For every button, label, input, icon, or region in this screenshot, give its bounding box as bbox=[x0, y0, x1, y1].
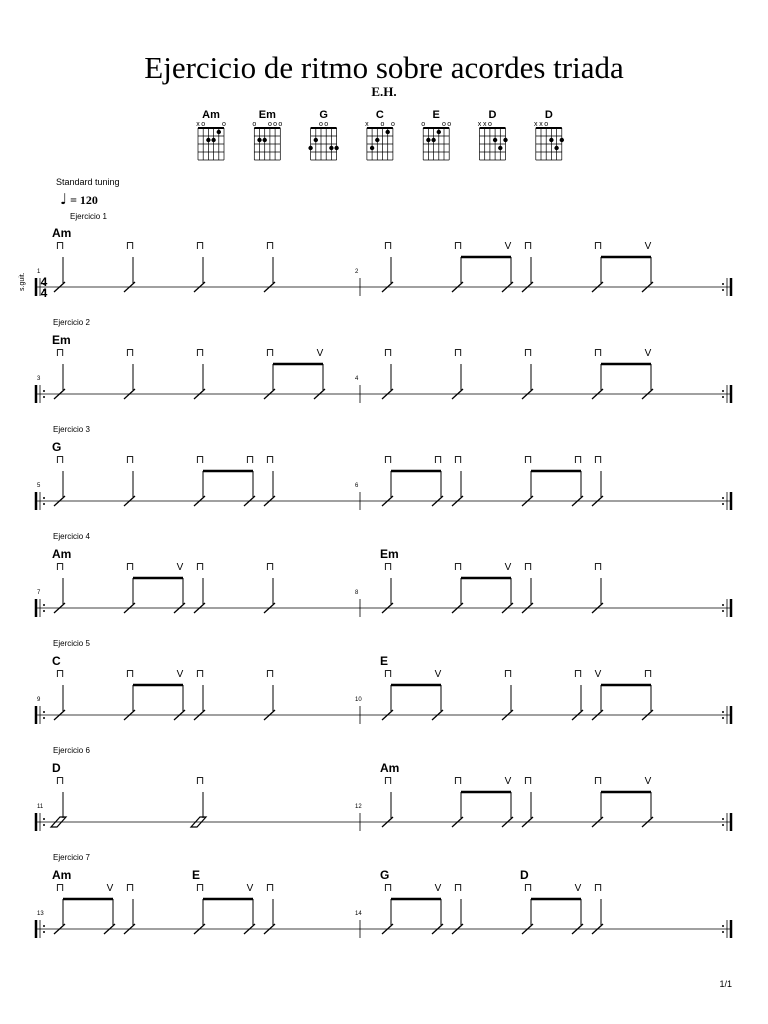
chord-name: C bbox=[52, 654, 61, 668]
quarter-note-icon: ♩ bbox=[60, 190, 68, 208]
downstroke-icon: ⊓ bbox=[523, 882, 533, 894]
downstroke-icon: ⊓ bbox=[643, 668, 653, 680]
downstroke-icon: ⊓ bbox=[523, 240, 533, 252]
measure-number: 4 bbox=[355, 376, 359, 382]
staff-system bbox=[36, 532, 731, 617]
measure-number: 5 bbox=[37, 483, 41, 489]
downstroke-icon: ⊓ bbox=[453, 240, 463, 252]
measure-number: 3 bbox=[37, 376, 41, 382]
repeat-dot bbox=[722, 396, 724, 398]
chord-string-marker: o bbox=[390, 121, 395, 128]
upstroke-icon: V bbox=[434, 883, 442, 894]
chord-diagram-name: C bbox=[375, 109, 384, 121]
downstroke-icon: ⊓ bbox=[453, 775, 463, 787]
staff-system bbox=[19, 212, 731, 300]
tempo-value: = 120 bbox=[70, 193, 98, 207]
repeat-dot bbox=[43, 717, 45, 719]
repeat-dot bbox=[722, 717, 724, 719]
exercise-label: Ejercicio 7 bbox=[53, 853, 90, 862]
downstroke-icon: ⊓ bbox=[195, 240, 205, 252]
chord-diagram-name: G bbox=[319, 109, 328, 121]
exercise-label: Ejercicio 4 bbox=[53, 532, 90, 541]
repeat-dot bbox=[43, 610, 45, 612]
repeat-dot bbox=[722, 289, 724, 291]
exercise-label: Ejercicio 3 bbox=[53, 425, 90, 434]
upstroke-icon: V bbox=[504, 562, 512, 573]
downstroke-icon: ⊓ bbox=[265, 454, 275, 466]
downstroke-icon: ⊓ bbox=[265, 668, 275, 680]
downstroke-icon: ⊓ bbox=[195, 775, 205, 787]
repeat-dot bbox=[722, 503, 724, 505]
chord-string-marker: x bbox=[365, 121, 369, 128]
downstroke-icon: ⊓ bbox=[55, 454, 65, 466]
measure-number: 7 bbox=[37, 590, 41, 596]
chord-string-marker: x bbox=[477, 121, 482, 128]
staff-system bbox=[36, 853, 731, 938]
upstroke-icon: V bbox=[176, 562, 184, 573]
downstroke-icon: ⊓ bbox=[383, 561, 393, 573]
staff-system bbox=[36, 425, 731, 510]
staff-system bbox=[36, 746, 731, 831]
measure-number: 12 bbox=[355, 804, 362, 810]
chord-diagram-name: E bbox=[432, 109, 440, 121]
chord-name: Am bbox=[52, 547, 72, 561]
downstroke-icon: ⊓ bbox=[453, 561, 463, 573]
chord-string-marker: o bbox=[421, 121, 426, 128]
chord-name: E bbox=[192, 868, 201, 882]
downstroke-icon: ⊓ bbox=[453, 882, 463, 894]
downstroke-icon: ⊓ bbox=[383, 347, 393, 359]
upstroke-icon: V bbox=[504, 241, 512, 252]
chord-name: D bbox=[52, 761, 61, 775]
repeat-dot bbox=[43, 503, 45, 505]
score-author: E.H. bbox=[371, 84, 397, 99]
chord-string-marker: o bbox=[447, 121, 452, 128]
tuning-label: Standard tuning bbox=[56, 177, 120, 187]
chord-name: D bbox=[520, 868, 529, 882]
instrument-label: s.guit. bbox=[19, 272, 26, 291]
downstroke-icon: ⊓ bbox=[383, 775, 393, 787]
downstroke-icon: ⊓ bbox=[593, 240, 603, 252]
downstroke-icon: ⊓ bbox=[55, 668, 65, 680]
upstroke-icon: V bbox=[434, 669, 442, 680]
chord-string-marker: x bbox=[534, 121, 538, 128]
repeat-dot bbox=[43, 497, 45, 499]
chord-string-marker: x bbox=[196, 121, 200, 128]
downstroke-icon: ⊓ bbox=[383, 454, 393, 466]
repeat-dot bbox=[722, 283, 724, 285]
repeat-dot bbox=[722, 711, 724, 713]
exercise-label: Ejercicio 6 bbox=[53, 746, 90, 755]
upstroke-icon: V bbox=[316, 348, 324, 359]
chord-string-marker: o bbox=[380, 121, 385, 128]
chord-string-marker: o bbox=[252, 121, 257, 128]
downstroke-icon: ⊓ bbox=[453, 347, 463, 359]
upstroke-icon: V bbox=[574, 883, 582, 894]
downstroke-icon: ⊓ bbox=[55, 882, 65, 894]
downstroke-icon: ⊓ bbox=[125, 454, 135, 466]
downstroke-icon: ⊓ bbox=[383, 882, 393, 894]
repeat-dot bbox=[722, 610, 724, 612]
downstroke-icon: ⊓ bbox=[195, 347, 205, 359]
repeat-dot bbox=[722, 818, 724, 820]
upstroke-icon: V bbox=[644, 348, 652, 359]
repeat-dot bbox=[43, 711, 45, 713]
chord-diagram-name: D bbox=[488, 109, 497, 121]
downstroke-icon: ⊓ bbox=[125, 240, 135, 252]
downstroke-icon: ⊓ bbox=[195, 668, 205, 680]
chord-string-marker: o bbox=[442, 121, 446, 128]
downstroke-icon: ⊓ bbox=[55, 775, 65, 787]
measure-number: 6 bbox=[355, 483, 359, 489]
downstroke-icon: ⊓ bbox=[383, 240, 393, 252]
repeat-dot bbox=[722, 824, 724, 826]
downstroke-icon: ⊓ bbox=[523, 454, 533, 466]
chord-name: Em bbox=[52, 333, 71, 347]
measure-number: 14 bbox=[355, 911, 362, 917]
chord-string-marker: o bbox=[278, 121, 283, 128]
downstroke-icon: ⊓ bbox=[125, 668, 135, 680]
time-signature-numerator: 4 bbox=[40, 275, 48, 289]
repeat-dot bbox=[722, 925, 724, 927]
downstroke-icon: ⊓ bbox=[265, 240, 275, 252]
upstroke-icon: V bbox=[594, 669, 602, 680]
repeat-dot bbox=[43, 604, 45, 606]
downstroke-icon: ⊓ bbox=[383, 668, 393, 680]
measure-number: 13 bbox=[37, 911, 44, 917]
downstroke-icon: ⊓ bbox=[195, 561, 205, 573]
downstroke-icon: ⊓ bbox=[265, 882, 275, 894]
downstroke-icon: ⊓ bbox=[523, 775, 533, 787]
measure-number: 9 bbox=[37, 697, 41, 703]
repeat-dot bbox=[43, 396, 45, 398]
exercise-label: Ejercicio 5 bbox=[53, 639, 90, 648]
staff-system bbox=[36, 318, 731, 403]
chord-string-marker: x bbox=[482, 121, 487, 128]
chord-diagram-name: D bbox=[544, 109, 553, 121]
downstroke-icon: ⊓ bbox=[573, 454, 583, 466]
chord-diagram-name: Em bbox=[258, 109, 276, 121]
downstroke-icon: ⊓ bbox=[195, 882, 205, 894]
chord-name: Em bbox=[380, 547, 399, 561]
measure-number: 1 bbox=[37, 269, 41, 275]
upstroke-icon: V bbox=[644, 241, 652, 252]
downstroke-icon: ⊓ bbox=[125, 561, 135, 573]
chord-string-marker: o bbox=[267, 121, 272, 128]
chord-string-marker: o bbox=[324, 121, 329, 128]
repeat-dot bbox=[43, 824, 45, 826]
measure-number: 11 bbox=[37, 804, 44, 810]
downstroke-icon: ⊓ bbox=[265, 561, 275, 573]
chord-string-marker: o bbox=[487, 121, 492, 128]
chord-string-marker: o bbox=[319, 121, 323, 128]
repeat-dot bbox=[722, 390, 724, 392]
time-signature-denominator: 4 bbox=[40, 286, 48, 300]
downstroke-icon: ⊓ bbox=[125, 882, 135, 894]
chord-string-marker: o bbox=[201, 121, 206, 128]
repeat-dot bbox=[43, 925, 45, 927]
repeat-dot bbox=[722, 931, 724, 933]
downstroke-icon: ⊓ bbox=[523, 347, 533, 359]
downstroke-icon: ⊓ bbox=[593, 882, 603, 894]
score-title: Ejercicio de ritmo sobre acordes triada bbox=[144, 50, 624, 85]
chord-name: Am bbox=[52, 868, 72, 882]
chord-string-marker: o bbox=[544, 121, 549, 128]
measure-number: 2 bbox=[355, 269, 359, 275]
chord-diagram-name: Am bbox=[202, 109, 220, 121]
chord-string-marker: o bbox=[222, 121, 226, 128]
downstroke-icon: ⊓ bbox=[593, 561, 603, 573]
chord-string-marker: o bbox=[273, 121, 278, 128]
downstroke-icon: ⊓ bbox=[125, 347, 135, 359]
repeat-dot bbox=[43, 818, 45, 820]
upstroke-icon: V bbox=[246, 883, 254, 894]
downstroke-icon: ⊓ bbox=[593, 454, 603, 466]
exercise-label: Ejercicio 1 bbox=[70, 212, 107, 221]
downstroke-icon: ⊓ bbox=[593, 775, 603, 787]
downstroke-icon: ⊓ bbox=[523, 561, 533, 573]
downstroke-icon: ⊓ bbox=[55, 347, 65, 359]
upstroke-icon: V bbox=[644, 776, 652, 787]
downstroke-icon: ⊓ bbox=[195, 454, 205, 466]
downstroke-icon: ⊓ bbox=[503, 668, 513, 680]
measure-number: 10 bbox=[355, 697, 362, 703]
repeat-dot bbox=[43, 931, 45, 933]
repeat-dot bbox=[722, 604, 724, 606]
downstroke-icon: ⊓ bbox=[55, 240, 65, 252]
chord-name: G bbox=[52, 440, 62, 454]
downstroke-icon: ⊓ bbox=[265, 347, 275, 359]
chord-name: Am bbox=[52, 226, 72, 240]
repeat-dot bbox=[43, 390, 45, 392]
page-number: 1/1 bbox=[719, 979, 732, 989]
downstroke-icon: ⊓ bbox=[245, 454, 255, 466]
chord-name: G bbox=[380, 868, 390, 882]
downstroke-icon: ⊓ bbox=[55, 561, 65, 573]
upstroke-icon: V bbox=[106, 883, 114, 894]
staff-system bbox=[36, 639, 731, 724]
chord-name: Am bbox=[380, 761, 400, 775]
downstroke-icon: ⊓ bbox=[453, 454, 463, 466]
downstroke-icon: ⊓ bbox=[573, 668, 583, 680]
chord-string-marker: x bbox=[539, 121, 543, 128]
downstroke-icon: ⊓ bbox=[433, 454, 443, 466]
measure-number: 8 bbox=[355, 590, 359, 596]
upstroke-icon: V bbox=[176, 669, 184, 680]
downstroke-icon: ⊓ bbox=[593, 347, 603, 359]
exercise-label: Ejercicio 2 bbox=[53, 318, 90, 327]
chord-name: E bbox=[380, 654, 389, 668]
repeat-dot bbox=[722, 497, 724, 499]
upstroke-icon: V bbox=[504, 776, 512, 787]
